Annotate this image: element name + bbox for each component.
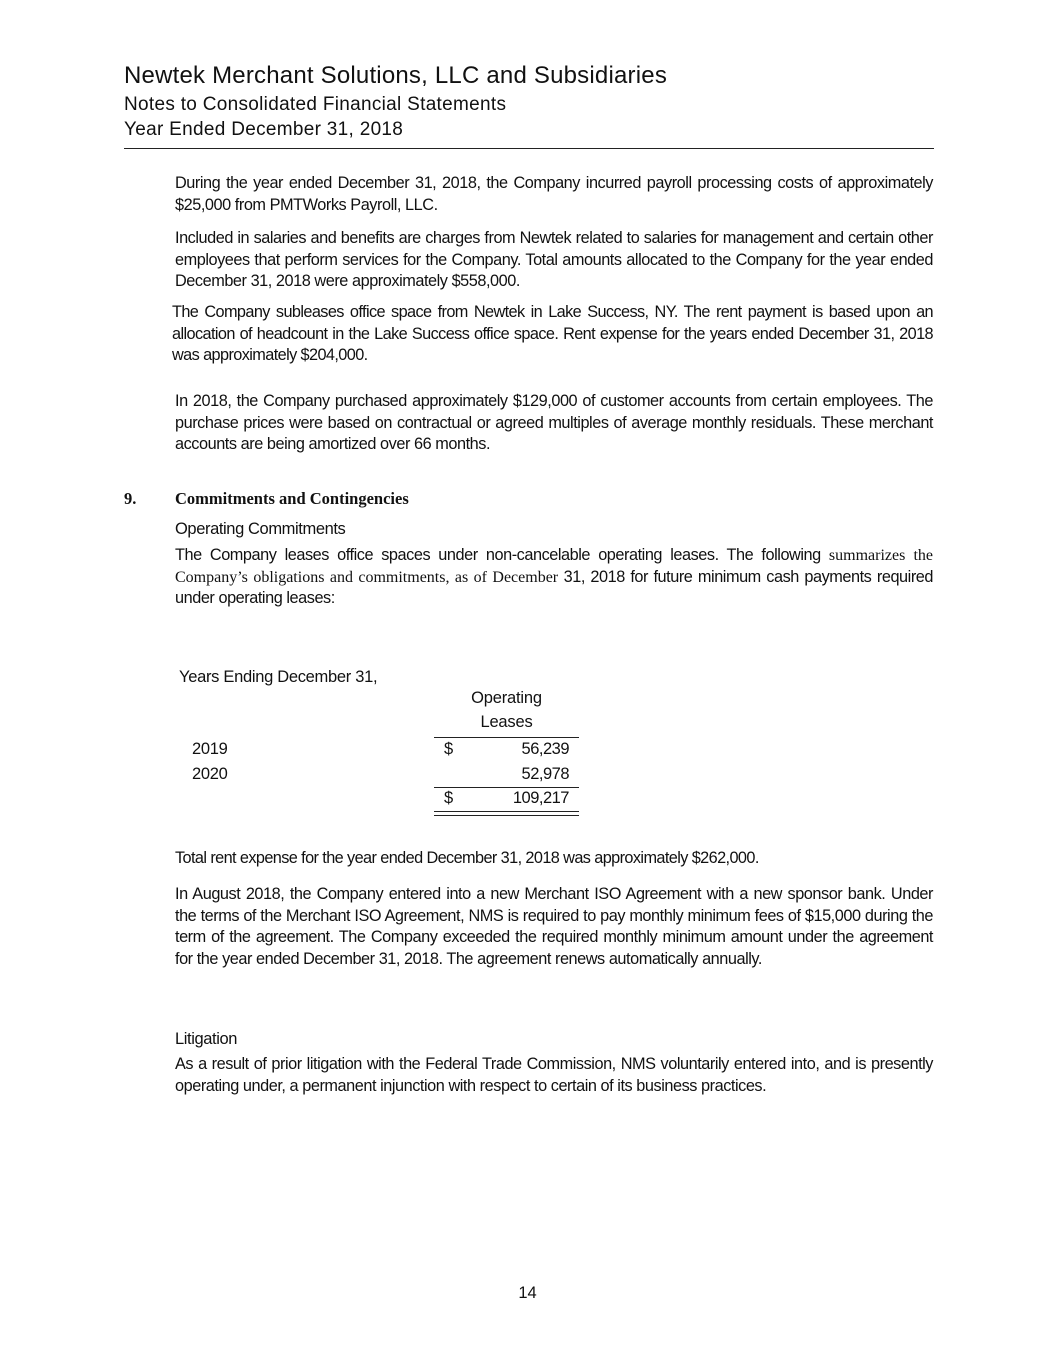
row-year: 2020: [192, 765, 228, 783]
litigation-heading: Litigation: [175, 1030, 238, 1048]
intro-part-1: The Company leases office spaces under non-cancelable operating leases. The following: [175, 546, 829, 564]
operating-commitments-heading: Operating Commitments: [175, 520, 346, 538]
total-value: 109,217: [512, 789, 569, 807]
column-header-rule: [434, 737, 579, 738]
intro-serif-segment: summarizes the Company’s obligations and commitments, as of December: [175, 547, 933, 586]
row-currency: $: [444, 740, 454, 758]
table-caption: Years Ending December 31,: [179, 668, 378, 686]
document-title: Notes to Consolidated Financial Statements: [124, 94, 507, 115]
intro-part-2: 31, 2018 for future minimum cash payments required under operating leases:: [175, 567, 934, 607]
section-number: 9.: [124, 489, 137, 508]
total-double-rule: [434, 811, 579, 816]
page-header: [124, 60, 934, 142]
operating-commitments-paragraph: [175, 545, 933, 610]
company-name: Newtek Merchant Solutions, LLC and Subsidiaries: [124, 62, 668, 89]
section-title: Commitments and Contingencies: [175, 489, 409, 508]
salaries-paragraph: Included in salaries and benefits are charges from Newtek related to salaries for management and certain other employees that perform services for the Company. Total amounts allocated to the Company for the year ended December 31, 2018 were approximately $558,000.: [175, 229, 933, 290]
row-value: 52,978: [521, 765, 569, 783]
litigation-paragraph: As a result of prior litigation with the Federal Trade Commission, NMS voluntarily entered into, and is presently operating under, a permanent injunction with respect to certain of its business practices.: [175, 1055, 933, 1095]
rent-total-paragraph: Total rent expense for the year ended December 31, 2018 was approximately $262,000.: [175, 849, 759, 867]
row-year: 2019: [192, 740, 228, 758]
column-header-leases: Leases: [480, 713, 533, 731]
header-divider: [124, 148, 934, 149]
page-number: 14: [518, 1284, 537, 1302]
total-currency: $: [444, 789, 454, 807]
payroll-paragraph: During the year ended December 31, 2018, the Company incurred payroll processing costs of approximately $25,000 from PMTWorks Payroll, LLC.: [175, 174, 933, 214]
reporting-period: Year Ended December 31, 2018: [124, 119, 404, 140]
subtotal-rule: [434, 787, 579, 788]
sublease-paragraph: The Company subleases office space from Newtek in Lake Success, NY. The rent payment is based upon an allocation of headcount in the Lake Success office space. Rent expense for the years ended December 31, 2018 was approximately $204,000.: [172, 303, 933, 364]
customer-accounts-paragraph: In 2018, the Company purchased approximately $129,000 of customer accounts from certain employees. The purchase prices were based on contractual or agreed multiples of average monthly residuals. These merchant accounts are being amortized over 66 months.: [175, 392, 933, 453]
iso-agreement-paragraph: In August 2018, the Company entered into a new Merchant ISO Agreement with a new sponsor bank. Under the terms of the Merchant ISO Agreement, NMS is required to pay monthly minimum fees of $15,000 during the term of the agreement. The Company exceeded the required monthly minimum amount under the agreement for the year ended December 31, 2018. The agreement renews automatically annually.: [175, 885, 933, 968]
column-header-operating: Operating: [471, 689, 542, 707]
row-value: 56,239: [521, 740, 569, 758]
